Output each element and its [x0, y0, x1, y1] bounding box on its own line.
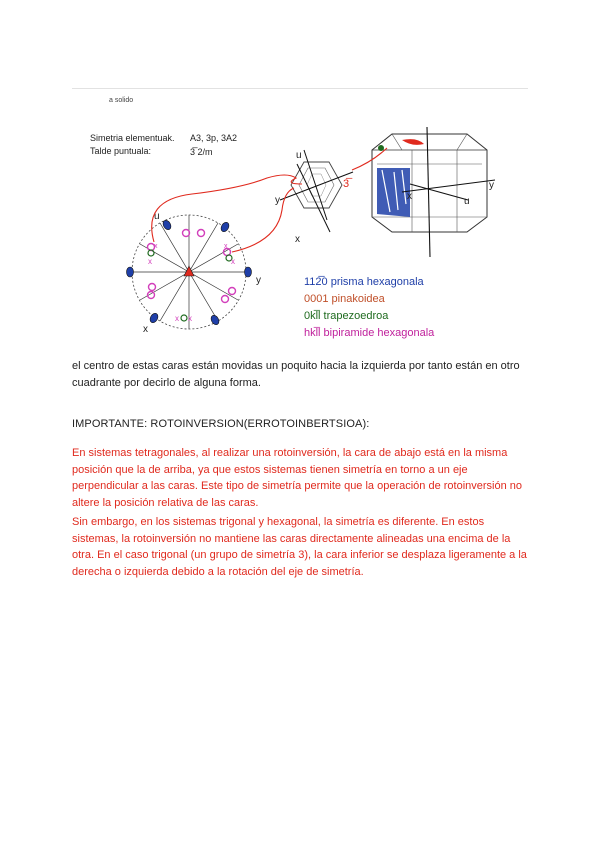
top-divider [72, 88, 528, 89]
red-connector-right [232, 188, 294, 252]
point-group-value: 3̅ 2/m [190, 147, 213, 157]
svg-text:x: x [154, 243, 158, 250]
stereo-axis-y: y [256, 275, 261, 286]
three-bar-label: 3̅ [343, 178, 350, 190]
small-caption: a solido [109, 97, 134, 104]
point-group-label: Talde puntuala: [90, 146, 152, 156]
green-poles [148, 250, 232, 321]
magenta-x-marks [148, 257, 235, 323]
crystal-figure [72, 92, 528, 347]
svg-text:x: x [224, 243, 228, 250]
symmetry-value: A3, 3p, 3A2 [190, 133, 238, 143]
stereogram [127, 211, 262, 335]
svg-text:x: x [188, 314, 192, 323]
hex-axis-y: y [275, 195, 280, 206]
legend-bipyramid: hkl̅l bipiramide hexagonala [304, 327, 435, 339]
intro-paragraph: el centro de estas caras están movidas un poquito hacia la izquierda por tanto están en otro cuadrante por decirlo de alguna forma. [72, 360, 520, 389]
stereo-axis-u: u [154, 211, 160, 222]
red-paragraph-trigonal: Sin embargo, en los sistemas trigonal y hexagonal, la simetría es diferente. En estos sistemas, la rotoinversión no mantiene las caras directamente alineadas una encima de la otra. En el caso trigonal (un grupo de simetría 3), la cara inferior se desplaza ligeramente a la derecha o izquierda debido a la rotación del eje de simetría. [72, 516, 527, 578]
magenta-poles [148, 230, 236, 303]
symmetry-label: Simetria elementuak. [90, 133, 175, 143]
red-paragraph-tetragonal: En sistemas tetragonales, al realizar una rotoinversión, la cara de abajo está en la misma posición que la de arriba, ya que estos sistemas tienen simetría en torno a un eje perpendicular a las caras. Este tipo de simetría permite que la operación de rotoinversión no altere la posición relativa de las caras. [72, 447, 523, 509]
stereo-axis-x: x [143, 324, 148, 335]
hex-axis-x: x [295, 234, 300, 245]
crystal-figure-svg [72, 92, 528, 347]
svg-text:x: x [175, 314, 179, 323]
pole-marks [154, 243, 228, 250]
svg-text:x: x [148, 257, 152, 266]
section-heading: IMPORTANTE: ROTOINVERSION(ERROTOINBERTSIOA): [72, 418, 370, 430]
hexagon-view [275, 150, 353, 245]
red-connector-left [152, 175, 302, 242]
crystal-axis-x: x [407, 191, 412, 202]
svg-text:x: x [231, 257, 235, 266]
threefold-axis-symbol [184, 266, 194, 276]
legend-prism: 112̅0 prisma hexagonala [304, 276, 424, 288]
legend-trapezohedron: 0kl̅l trapezoedroa [304, 310, 389, 322]
crystal-axis-u: u [464, 196, 470, 207]
crystal-drawing [372, 127, 495, 257]
face-legend [304, 276, 435, 339]
crystal-axis-y: y [489, 180, 494, 191]
hex-axis-u: u [296, 150, 302, 161]
legend-pinacoid: 0001 pinakoidea [304, 293, 385, 305]
